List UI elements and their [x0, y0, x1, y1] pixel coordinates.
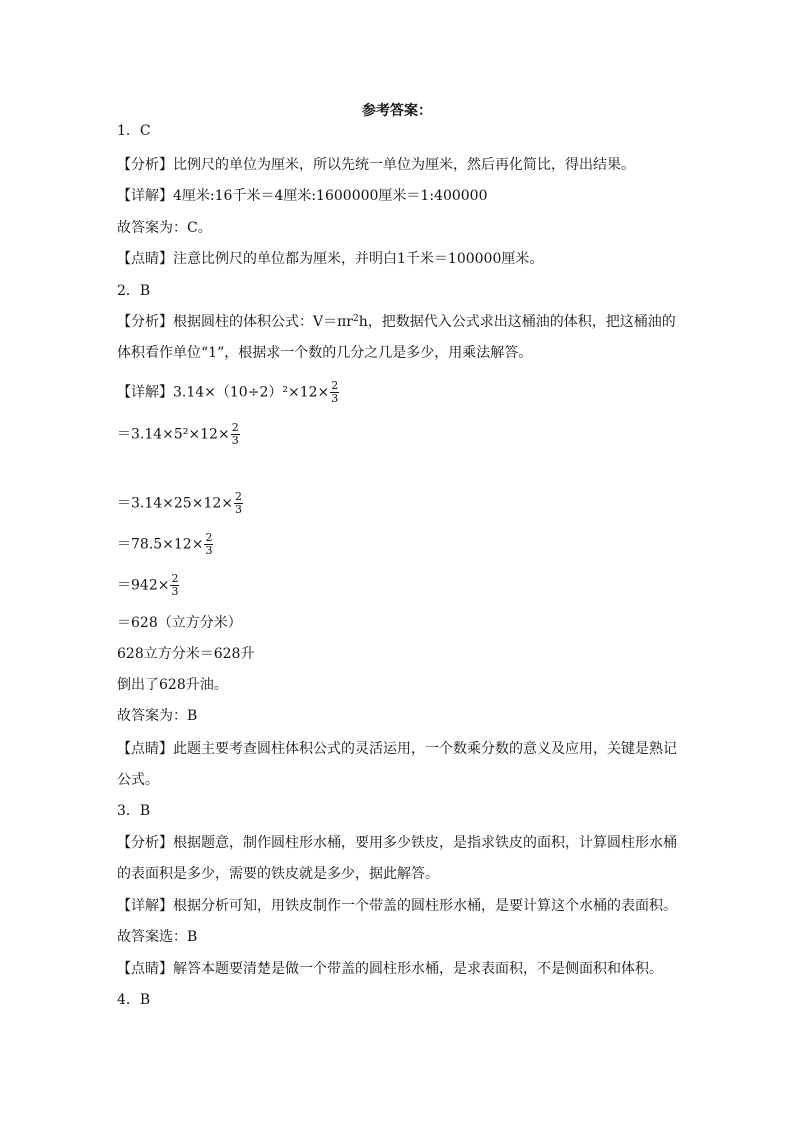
detail-tag: 【详解】	[117, 898, 173, 914]
q2-analysis-exponent: 2	[353, 314, 359, 324]
q2-analysis-line2: 体积看作单位“1”，根据求一个数的几分之几是多少，用乘法解答。	[117, 345, 533, 361]
q2-step3-text: ＝3.14×25×12×	[117, 495, 233, 512]
q2-step1-text: 3.14×（10÷2）²×12×	[173, 384, 330, 401]
q2-analysis-text-a: 根据圆柱的体积公式：V＝πr	[173, 314, 354, 330]
detail-tag: 【详解】	[117, 188, 173, 204]
q2-detail-step1	[117, 380, 339, 405]
note-tag: 【点睛】	[117, 961, 173, 977]
q1-note	[117, 250, 543, 268]
q3-number: 3．B	[117, 803, 151, 819]
q2-detail-step4	[117, 532, 213, 557]
q4-number: 4．B	[117, 992, 151, 1008]
analysis-tag: 【分析】	[117, 157, 173, 173]
q1-detail	[117, 187, 487, 205]
q3-analysis-line2: 的表面积是多少，需要的铁皮就是多少，据此解答。	[117, 866, 439, 882]
q3-note-text: 解答本题要清楚是做一个带盖的圆柱形水桶，是求表面积，不是侧面积和体积。	[173, 961, 663, 977]
q2-step2-text: ＝3.14×5²×12×	[117, 426, 230, 443]
q3-note	[117, 960, 663, 978]
q2-detail-step7: 628立方分米＝628升	[117, 646, 255, 662]
detail-tag: 【详解】	[117, 384, 173, 401]
fraction-two-thirds: $\frac{2}{3}$	[205, 531, 213, 557]
q3-answer: 故答案选：B	[117, 929, 198, 945]
analysis-tag: 【分析】	[117, 835, 173, 851]
q1-analysis-text: 比例尺的单位为厘米，所以先统一单位为厘米，然后再化简比，得出结果。	[173, 157, 635, 173]
q2-note-line2: 公式。	[117, 772, 159, 788]
q3-detail-text: 根据分析可知，用铁皮制作一个带盖的圆柱形水桶，是要计算这个水桶的表面积。	[173, 898, 677, 914]
q2-note-text: 此题主要考查圆柱体积公式的灵活运用，一个数乘分数的意义及应用，关键是熟记	[173, 741, 677, 757]
answer-key-title: 参考答案：	[362, 103, 432, 119]
note-tag: 【点睛】	[117, 251, 173, 267]
q1-analysis	[117, 156, 635, 174]
q2-number: 2．B	[117, 283, 151, 299]
q2-step5-text: ＝942×	[117, 577, 170, 594]
q3-analysis-line1	[117, 834, 677, 852]
fraction-two-thirds: $\frac{2}{3}$	[235, 490, 242, 516]
q2-answer: 故答案为：B	[117, 708, 198, 724]
q3-detail	[117, 897, 677, 915]
q2-step4-text: ＝78.5×12×	[117, 536, 204, 553]
q2-detail-step2	[117, 422, 240, 447]
fraction-two-thirds: $\frac{2}{3}$	[331, 379, 339, 405]
note-tag: 【点睛】	[117, 741, 173, 757]
q1-answer: 故答案为：C。	[117, 220, 212, 236]
fraction-two-thirds: $\frac{2}{3}$	[171, 572, 179, 598]
q2-detail-step3	[117, 491, 243, 516]
analysis-tag: 【分析】	[117, 314, 173, 330]
q1-detail-text: 4厘米:16千米＝4厘米:1600000厘米＝1:400000	[173, 188, 488, 204]
fraction-two-thirds: $\frac{2}{3}$	[231, 421, 239, 447]
q2-detail-step6: ＝628（立方分米）	[117, 615, 242, 631]
q2-note-line1	[117, 740, 677, 758]
q2-analysis-text-b: h，把数据代入公式求出这桶油的体积，把这桶油的	[358, 314, 676, 330]
q2-detail-step8: 倒出了628升油。	[117, 677, 228, 693]
q1-number: 1．C	[117, 123, 151, 139]
q1-note-text: 注意比例尺的单位都为厘米，并明白1千米＝100000厘米。	[173, 251, 544, 267]
q2-analysis-line1	[117, 313, 676, 331]
q2-detail-step5	[117, 573, 179, 598]
q3-analysis-text: 根据题意，制作圆柱形水桶，要用多少铁皮，是指求铁皮的面积，计算圆柱形水桶	[173, 835, 677, 851]
